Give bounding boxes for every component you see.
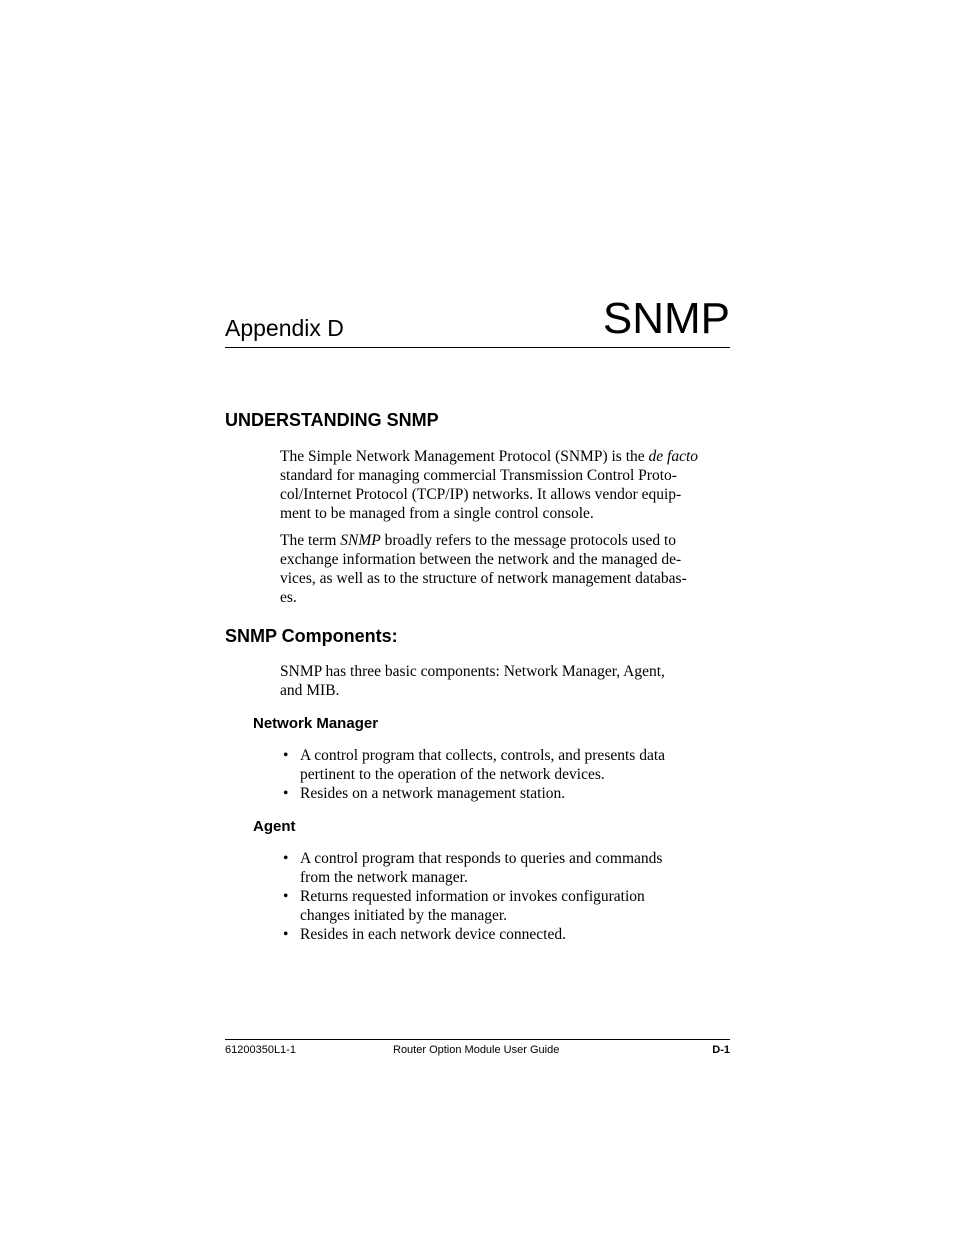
list-item: • A control program that responds to queries and commands from the network manager. xyxy=(283,850,663,886)
appendix-label: Appendix D xyxy=(225,315,344,341)
subheading-network-manager: Network Manager xyxy=(253,715,379,732)
list-item: • Resides on a network management station. xyxy=(283,785,566,802)
emphasis-snmp: SNMP xyxy=(340,532,381,549)
emphasis-de-facto: de facto xyxy=(648,448,699,465)
chapter-header xyxy=(225,292,730,348)
section-heading-understanding-snmp: UNDERSTANDING SNMP xyxy=(225,410,439,430)
page-footer xyxy=(225,1039,730,1062)
bullet-icon: • xyxy=(283,785,289,802)
paragraph-snmp-definition: The Simple Network Management Protocol (SNMP) is the de facto standard for managing commercial Transmission Control Proto- col/Internet Protocol (TCP/IP) networks. It allows vendor equip- ment to be managed from a single control console. xyxy=(280,448,699,522)
list-item: • A control program that collects, controls, and presents data pertinent to the operation of the network devices. xyxy=(283,747,666,783)
footer-guide-title: Router Option Module User Guide xyxy=(393,1044,560,1056)
subheading-agent: Agent xyxy=(253,818,296,835)
network-manager-list xyxy=(280,746,735,803)
bullet-icon: • xyxy=(283,926,289,943)
chapter-title: SNMP xyxy=(602,294,730,343)
paragraph-components-intro: SNMP has three basic components: Network Manager, Agent, and MIB. xyxy=(280,663,665,699)
list-item: • Resides in each network device connected. xyxy=(283,926,566,943)
footer-page-number: D-1 xyxy=(712,1044,730,1056)
bullet-icon: • xyxy=(283,850,289,867)
paragraph-snmp-term: The term SNMP broadly refers to the message protocols used to exchange information between the network and the managed de- vices, as well as to the structure of network management databas- es. xyxy=(280,532,687,606)
section-heading-snmp-components: SNMP Components: xyxy=(225,626,398,646)
agent-list xyxy=(280,849,735,944)
bullet-icon: • xyxy=(283,747,289,764)
list-item: • Returns requested information or invokes configuration changes initiated by the manager. xyxy=(283,888,645,924)
bullet-icon: • xyxy=(283,888,289,905)
footer-part-number: 61200350L1-1 xyxy=(225,1044,296,1056)
